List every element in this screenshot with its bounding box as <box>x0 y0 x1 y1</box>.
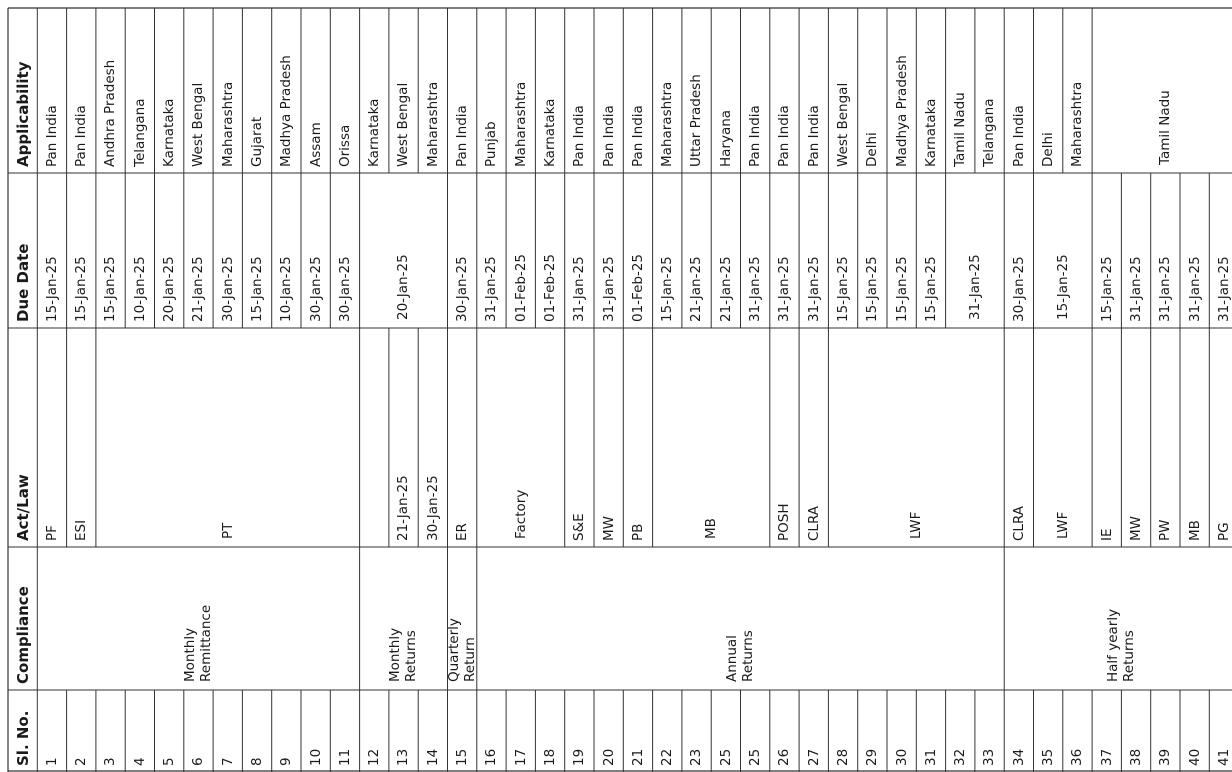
applicability-cell: Karnataka <box>161 98 178 167</box>
sl-no-cell: 3 <box>102 757 119 766</box>
due-date-cell: 20-Jan-25 <box>395 254 412 320</box>
sl-no-cell: 31 <box>922 748 939 766</box>
applicability-cell: Tamil Nadu <box>952 92 969 167</box>
sl-no-cell: 40 <box>1186 748 1203 766</box>
sl-no-cell: 23 <box>688 748 705 766</box>
sl-no-cell: 28 <box>834 748 851 766</box>
sl-no-cell: 6 <box>190 757 207 766</box>
sl-no-cell: 34 <box>1010 748 1027 766</box>
due-date-cell: 10-Jan-25 <box>278 256 295 322</box>
due-date-cell: 15-Jan-25 <box>248 256 265 322</box>
act-law-cell: 21-Jan-25 <box>395 475 412 541</box>
applicability-cell: West Bengal <box>395 82 412 167</box>
act-law-cell: S&E <box>571 513 588 541</box>
act-law-cell: PB <box>629 523 646 541</box>
sl-no-cell: 32 <box>952 748 969 766</box>
due-date-cell: 31-Jan-25 <box>1127 256 1144 322</box>
applicability-cell: Maharashtra <box>424 81 441 167</box>
sl-no-cell: 22 <box>659 748 676 766</box>
compliance-monthly-remittance: Monthly Remittance <box>182 604 215 682</box>
applicability-cell: Karnataka <box>366 98 383 167</box>
act-law-cell: 30-Jan-25 <box>424 475 441 541</box>
due-date-cell: 10-Jan-25 <box>131 256 148 322</box>
due-date-cell: 15-Jan-25 <box>1054 254 1071 320</box>
act-law-cell: PG <box>1215 522 1232 541</box>
due-date-cell: 30-Jan-25 <box>336 256 353 322</box>
act-law-cell: Factory <box>512 489 529 539</box>
sl-no-cell: 9 <box>278 757 295 766</box>
due-date-cell: 31-Jan-25 <box>1157 256 1174 322</box>
applicability-cell: Madhya Pradesh <box>893 55 910 167</box>
applicability-cell: Gujarat <box>248 116 265 167</box>
sl-no-cell: 5 <box>161 757 178 766</box>
applicability-cell: Pan India <box>73 105 90 167</box>
due-date-cell: 15-Jan-25 <box>102 256 119 322</box>
sl-no-cell: 29 <box>864 748 881 766</box>
sl-no-cell: 25 <box>717 748 734 766</box>
due-date-cell: 31-Jan-25 <box>966 254 983 320</box>
act-law-cell: IE <box>1098 528 1115 541</box>
sl-no-cell: 36 <box>1069 748 1086 766</box>
compliance-quarterly-return: Quarterly Return <box>445 618 479 682</box>
compliance-half-yearly-returns: Half yearly Returns <box>1105 608 1138 682</box>
applicability-cell: Pan India <box>43 105 60 167</box>
applicability-cell: Haryana <box>717 109 734 167</box>
due-date-cell: 15-Jan-25 <box>864 256 881 322</box>
applicability-cell: Tamil Nadu <box>1157 90 1174 165</box>
applicability-cell: Uttar Pradesh <box>688 74 705 167</box>
sl-no-cell: 16 <box>483 748 500 766</box>
sl-no-cell: 30 <box>893 748 910 766</box>
applicability-cell: Karnataka <box>922 98 939 167</box>
applicability-cell: Karnataka <box>541 98 558 167</box>
act-law-cell: ER <box>454 523 471 541</box>
applicability-cell: Delhi <box>1040 132 1057 167</box>
sl-no-cell: 18 <box>541 748 558 766</box>
applicability-cell: Pan India <box>571 105 588 167</box>
sl-no-cell: 7 <box>219 757 236 766</box>
act-law-cell: MB <box>1186 520 1203 541</box>
sl-no-cell: 41 <box>1215 748 1232 766</box>
due-date-cell: 31-Jan-25 <box>571 256 588 322</box>
sl-no-cell: 11 <box>336 748 353 766</box>
applicability-cell: Pan India <box>600 105 617 167</box>
sl-no-cell: 4 <box>131 757 148 766</box>
sl-no-cell: 1 <box>43 757 60 766</box>
applicability-cell: Pan India <box>1010 105 1027 167</box>
sl-no-cell: 26 <box>776 748 793 766</box>
due-date-cell: 20-Jan-25 <box>161 256 178 322</box>
applicability-cell: Assam <box>307 122 324 167</box>
compliance-monthly-returns: Monthly Returns <box>387 627 420 682</box>
act-law-cell: CLRA <box>1010 505 1027 541</box>
due-date-cell: 01-Feb-25 <box>629 253 646 322</box>
due-date-cell: 15-Jan-25 <box>659 256 676 322</box>
applicability-cell: Punjab <box>483 121 500 167</box>
due-date-cell: 21-Jan-25 <box>717 256 734 322</box>
due-date-cell: 21-Jan-25 <box>190 256 207 322</box>
act-law-cell: CLRA <box>805 505 822 541</box>
due-date-cell: 01-Feb-25 <box>512 253 529 322</box>
applicability-cell: Maharashtra <box>659 81 676 167</box>
compliance-annual-returns: Annual Returns <box>724 630 757 682</box>
applicability-cell: Telangana <box>131 98 148 167</box>
due-date-cell: 15-Jan-25 <box>893 256 910 322</box>
applicability-cell: West Bengal <box>190 82 207 167</box>
due-date-cell: 01-Feb-25 <box>541 253 558 322</box>
sl-no-cell: 2 <box>73 757 90 766</box>
due-date-cell: 31-Jan-25 <box>600 256 617 322</box>
applicability-cell: Delhi <box>864 132 881 167</box>
act-law-cell: ESI <box>73 519 90 541</box>
header-due-date: Due Date <box>13 243 32 322</box>
sl-no-cell: 13 <box>395 748 412 766</box>
act-law-cell: PT <box>219 522 236 539</box>
act-law-cell: MW <box>1127 516 1144 541</box>
sl-no-cell: 15 <box>454 748 471 766</box>
act-law-cell: POSH <box>776 503 793 541</box>
due-date-cell: 15-Jan-25 <box>1098 256 1115 322</box>
applicability-cell: Telangana <box>981 98 998 167</box>
sl-no-cell: 20 <box>600 748 617 766</box>
sl-no-cell: 12 <box>366 748 383 766</box>
applicability-cell: Orissa <box>336 124 353 167</box>
sl-no-cell: 21 <box>629 748 646 766</box>
sl-no-cell: 14 <box>424 748 441 766</box>
sl-no-cell: 25 <box>747 748 764 766</box>
due-date-cell: 31-Jan-25 <box>805 256 822 322</box>
due-date-cell: 30-Jan-25 <box>1010 256 1027 322</box>
sl-no-cell: 27 <box>805 748 822 766</box>
act-law-cell: PW <box>1157 519 1174 541</box>
header-compliance: Compliance <box>13 586 32 684</box>
due-date-cell: 15-Jan-25 <box>43 256 60 322</box>
sl-no-cell: 8 <box>248 757 265 766</box>
due-date-cell: 15-Jan-25 <box>834 256 851 322</box>
sl-no-cell: 10 <box>307 748 324 766</box>
applicability-cell: Maharashtra <box>512 81 529 167</box>
applicability-cell: Pan India <box>747 105 764 167</box>
due-date-cell: 21-Jan-25 <box>688 256 705 322</box>
due-date-cell: 30-Jan-25 <box>219 256 236 322</box>
applicability-cell: Pan India <box>629 105 646 167</box>
header-sl-no: Sl. No. <box>13 710 32 766</box>
applicability-cell: Maharashtra <box>1069 81 1086 167</box>
due-date-cell: 30-Jan-25 <box>307 256 324 322</box>
header-act-law: Act/Law <box>13 474 32 541</box>
due-date-cell: 15-Jan-25 <box>922 256 939 322</box>
due-date-cell: 31-Jan-25 <box>776 256 793 322</box>
act-law-cell: PF <box>43 525 60 541</box>
due-date-cell: 31-Jan-25 <box>747 256 764 322</box>
act-law-cell: LWF <box>1054 511 1071 539</box>
applicability-cell: Madhya Pradesh <box>278 55 295 167</box>
applicability-cell: Pan India <box>776 105 793 167</box>
act-law-cell: MW <box>600 516 617 541</box>
sl-no-cell: 19 <box>571 748 588 766</box>
sl-no-cell: 37 <box>1098 748 1115 766</box>
due-date-cell: 31-Jan-25 <box>483 256 500 322</box>
sl-no-cell: 33 <box>981 748 998 766</box>
applicability-cell: Andhra Pradesh <box>102 59 119 167</box>
header-applicability: Applicability <box>13 61 32 167</box>
applicability-cell: Maharashtra <box>219 81 236 167</box>
applicability-cell: Pan India <box>805 105 822 167</box>
applicability-cell: Pan India <box>454 105 471 167</box>
applicability-cell: West Bengal <box>834 82 851 167</box>
due-date-cell: 31-Jan-25 <box>1215 256 1232 322</box>
due-date-cell: 15-Jan-25 <box>73 256 90 322</box>
sl-no-cell: 35 <box>1040 748 1057 766</box>
due-date-cell: 30-Jan-25 <box>454 256 471 322</box>
sl-no-cell: 38 <box>1127 748 1144 766</box>
sl-no-cell: 17 <box>512 748 529 766</box>
act-law-cell: MB <box>703 518 720 539</box>
act-law-cell: LWF <box>908 511 925 539</box>
due-date-cell: 31-Jan-25 <box>1186 256 1203 322</box>
sl-no-cell: 39 <box>1157 748 1174 766</box>
